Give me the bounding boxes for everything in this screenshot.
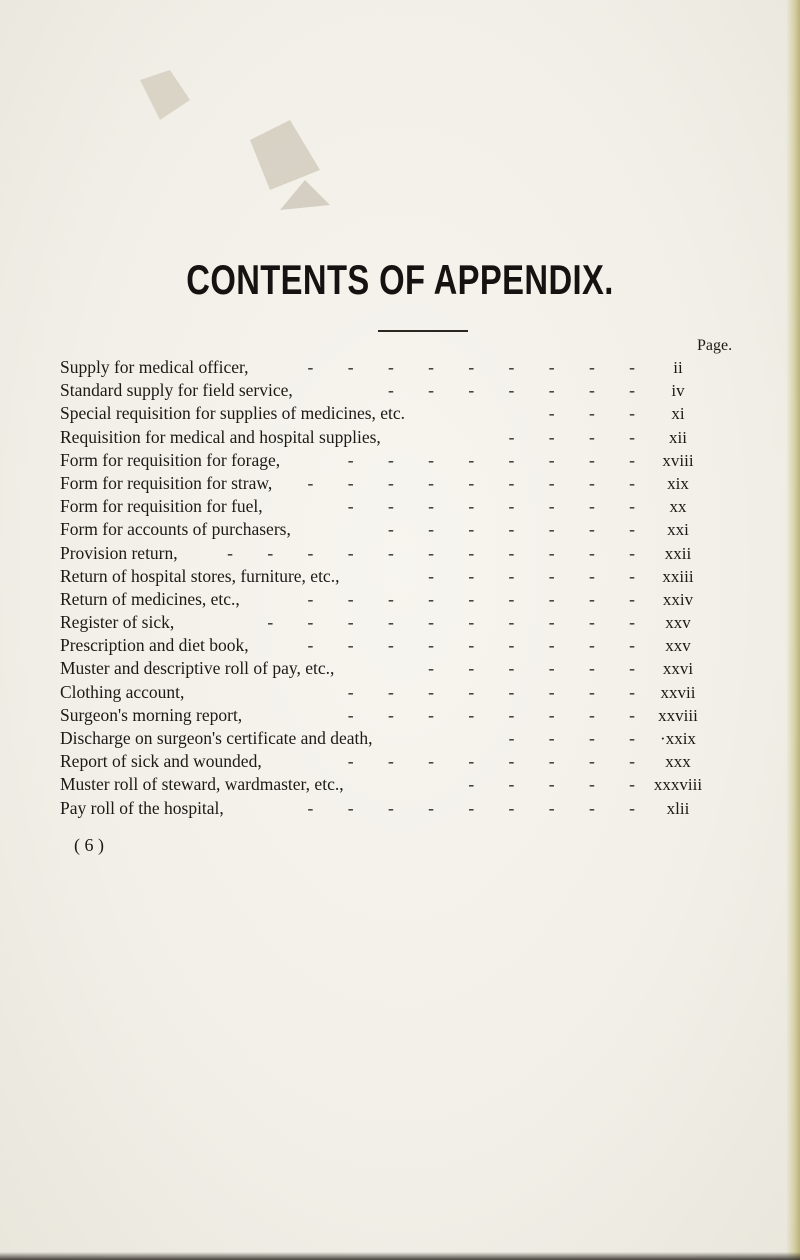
dot-leader: - - - - - - - - - - - bbox=[227, 542, 650, 563]
entry-page-number: ii bbox=[673, 358, 683, 377]
entry-title: Clothing account, bbox=[60, 681, 185, 702]
entry-title: Form for accounts of purchasers, bbox=[60, 519, 291, 540]
contents-entry bbox=[60, 727, 710, 750]
dot-leader: - - - - - - - - - bbox=[307, 588, 650, 609]
entry-page-number: iv bbox=[671, 381, 685, 401]
entry-title: Form for requisition for forage, bbox=[60, 449, 281, 470]
dot-leader: - - - - - - - - bbox=[347, 449, 650, 470]
dot-leader: - - - - - - - - - bbox=[307, 472, 650, 493]
entry-page-number: xxviii bbox=[658, 705, 698, 725]
contents-entry bbox=[60, 565, 710, 588]
contents-list bbox=[60, 356, 710, 820]
dot-leader: - - - - - - - - - - bbox=[267, 612, 650, 633]
entry-page-number: xviii bbox=[662, 450, 694, 470]
entry-page-number: xxiv bbox=[662, 589, 694, 609]
contents-entry bbox=[60, 704, 710, 727]
dot-leader: - - - - - - - bbox=[387, 380, 650, 401]
contents-entry bbox=[60, 611, 710, 634]
entry-page-number: xxxviii bbox=[653, 775, 703, 795]
entry-title: Prescription and diet book, bbox=[60, 635, 249, 656]
dot-leader: - - - - - - - - bbox=[347, 751, 650, 772]
title-divider bbox=[378, 330, 468, 332]
entry-page-number: xxv bbox=[665, 636, 691, 656]
dot-leader: - - - - - bbox=[468, 774, 650, 795]
entry-title: Muster roll of steward, wardmaster, etc., bbox=[60, 774, 344, 795]
entry-title: Requisition for medical and hospital supplies, bbox=[60, 426, 381, 447]
dot-leader: - - - - - - - - bbox=[347, 704, 650, 725]
bleed-through-mark bbox=[130, 60, 350, 210]
contents-entry bbox=[60, 495, 710, 518]
entry-title: Special requisition for supplies of medicines, etc. bbox=[60, 403, 406, 424]
dot-leader: - - - - - - - - - bbox=[307, 357, 650, 377]
dot-leader: - - - - - - - - - bbox=[307, 797, 650, 818]
contents-entry bbox=[60, 542, 710, 565]
entry-title: Provision return, bbox=[60, 542, 178, 563]
entry-page-number: xii bbox=[669, 427, 687, 447]
page-column-header: Page. bbox=[697, 337, 733, 354]
contents-entry bbox=[60, 426, 710, 449]
page-title: CONTENTS OF APPENDIX. bbox=[186, 256, 614, 303]
dot-leader: - - - - - - - - bbox=[347, 496, 650, 517]
dot-leader: - - - - - - bbox=[428, 658, 650, 679]
dot-leader: - - - - bbox=[508, 426, 650, 447]
entry-page-number: xx bbox=[669, 497, 687, 517]
entry-page-number: xix bbox=[667, 473, 689, 493]
entry-page-number: xxvi bbox=[662, 659, 694, 679]
contents-entry bbox=[60, 588, 710, 611]
entry-title: Pay roll of the hospital, bbox=[60, 797, 224, 818]
entry-title: Supply for medical officer, bbox=[60, 357, 249, 377]
entry-title: Return of hospital stores, furniture, etc., bbox=[60, 565, 340, 586]
entry-page-number: xxv bbox=[665, 613, 691, 633]
contents-entry bbox=[60, 773, 710, 796]
contents-entry bbox=[60, 681, 710, 704]
entry-title: Register of sick, bbox=[60, 612, 175, 633]
entry-title: Discharge on surgeon's certificate and death, bbox=[60, 728, 373, 748]
entry-page-number: xi bbox=[671, 404, 685, 424]
contents-entry bbox=[60, 634, 710, 657]
contents-entry bbox=[60, 449, 710, 472]
page-folio: ( 6 ) bbox=[74, 835, 104, 855]
contents-entry bbox=[60, 797, 710, 820]
dot-leader: - - - - - - - - bbox=[347, 681, 650, 702]
dot-leader: - - - bbox=[548, 403, 650, 424]
entry-page-number: xxx bbox=[665, 752, 691, 772]
page-edge-right bbox=[786, 0, 800, 1260]
entry-page-number: ·xxix bbox=[660, 729, 696, 748]
entry-title: Report of sick and wounded, bbox=[60, 751, 262, 772]
entry-title: Form for requisition for fuel, bbox=[60, 496, 263, 517]
dot-leader: - - - - - - - bbox=[387, 519, 650, 540]
entry-page-number: xxii bbox=[664, 543, 692, 563]
entry-page-number: xlii bbox=[666, 798, 690, 818]
entry-page-number: xxiii bbox=[662, 566, 694, 586]
entry-title: Return of medicines, etc., bbox=[60, 588, 240, 609]
dot-leader: - - - - bbox=[508, 728, 650, 748]
contents-entry bbox=[60, 379, 710, 402]
entry-page-number: xxvii bbox=[660, 682, 696, 702]
contents-entry bbox=[60, 402, 710, 425]
contents-entry bbox=[60, 518, 710, 541]
entry-title: Standard supply for field service, bbox=[60, 380, 293, 401]
dot-leader: - - - - - - bbox=[428, 565, 650, 586]
contents-entry bbox=[60, 750, 710, 773]
page-edge-bottom bbox=[0, 1252, 800, 1260]
contents-entry bbox=[60, 356, 710, 379]
dot-leader: - - - - - - - - - bbox=[307, 635, 650, 656]
contents-entry bbox=[60, 472, 710, 495]
entry-page-number: xxi bbox=[667, 520, 689, 540]
contents-entry bbox=[60, 657, 710, 680]
entry-title: Form for requisition for straw, bbox=[60, 472, 273, 493]
entry-title: Muster and descriptive roll of pay, etc., bbox=[60, 658, 335, 679]
entry-title: Surgeon's morning report, bbox=[60, 704, 243, 725]
